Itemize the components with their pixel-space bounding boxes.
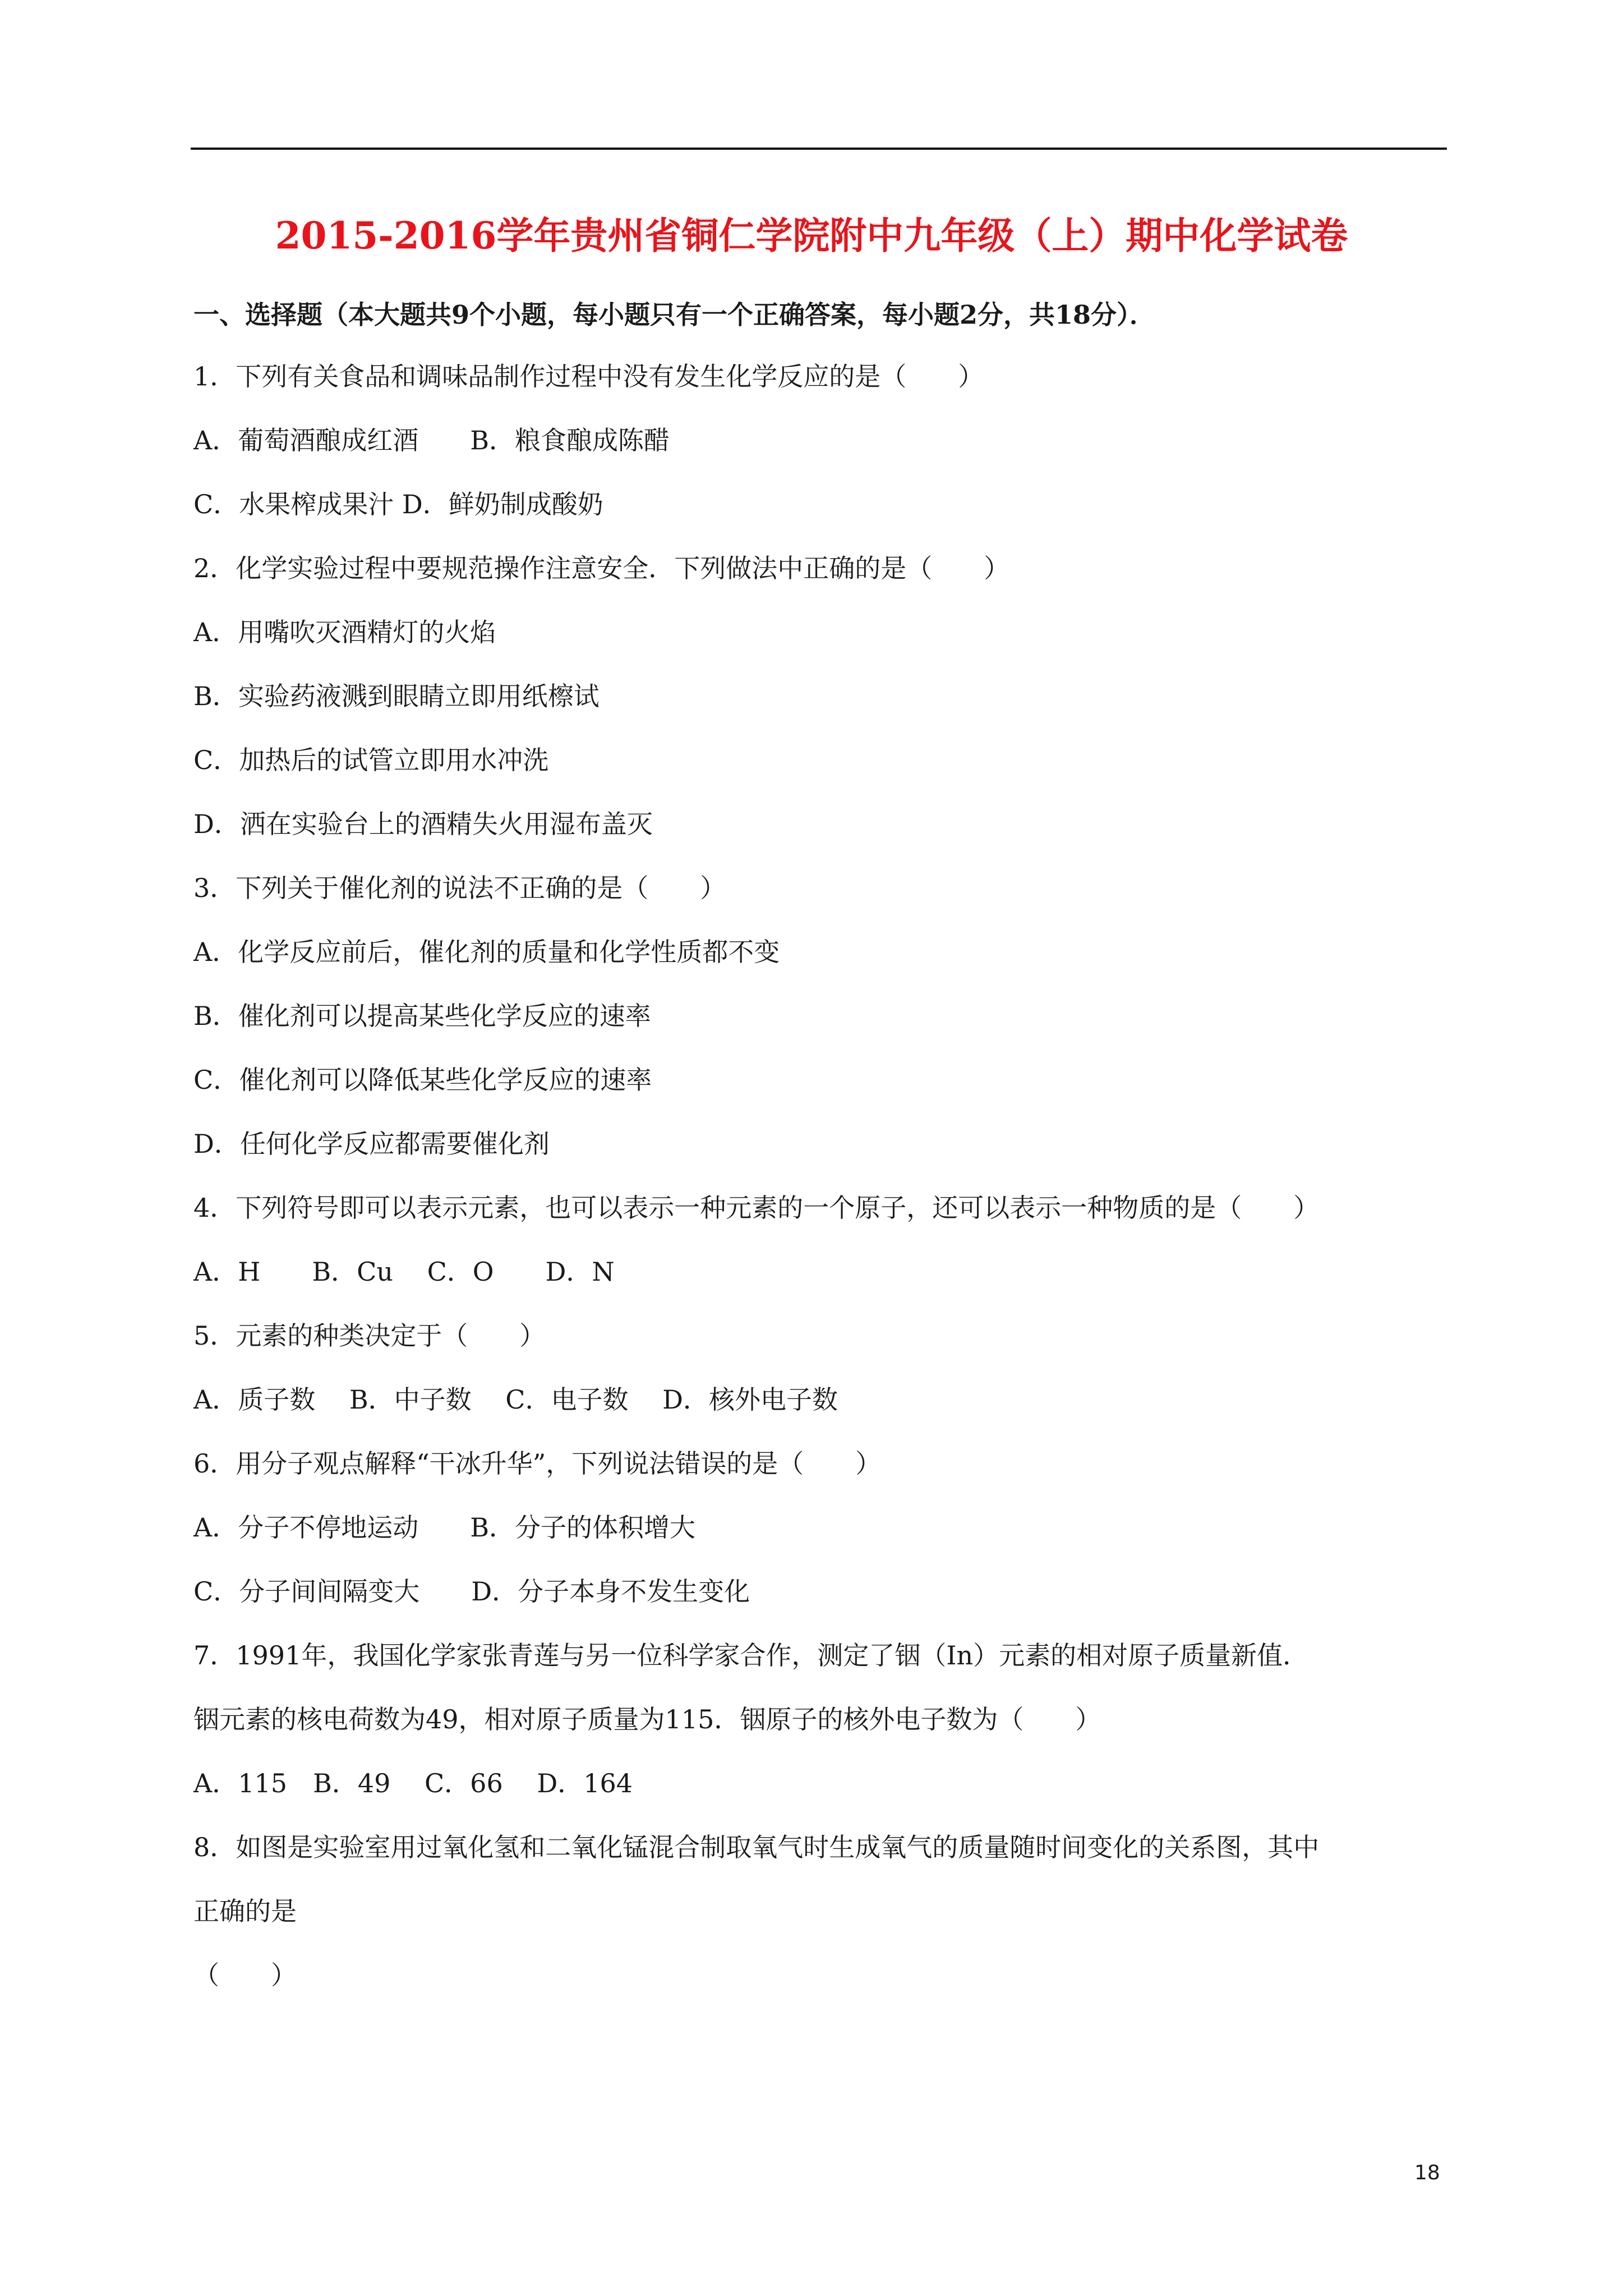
question-7-continued: 铟元素的核电荷数为49，相对原子质量为115．铟原子的核外电子数为（ ） (193, 1704, 1101, 1734)
option-line: D．洒在实验台上的酒精失火用湿布盖灭 (193, 809, 653, 839)
option-line: A．用嘴吹灭酒精灯的火焰 (193, 617, 496, 647)
question-2: 2．化学实验过程中要规范操作注意安全．下列做法中正确的是（ ） (193, 553, 1010, 583)
option-line: C．加热后的试管立即用水冲洗 (193, 745, 549, 775)
section-heading: 一、选择题（本大题共9个小题，每小题只有一个正确答案，每小题2分，共18分）． (193, 300, 1156, 330)
option-line: A．115 B．49 C．66 D．164 (193, 1768, 633, 1798)
option-line: A．分子不停地运动 B．分子的体积增大 (193, 1512, 696, 1543)
option-line: A．葡萄酒酿成红酒 B．粮食酿成陈醋 (193, 425, 670, 455)
option-line: C．分子间间隔变大 D．分子本身不发生变化 (193, 1576, 750, 1607)
question-1: 1．下列有关食品和调味品制作过程中没有发生化学反应的是（ ） (193, 361, 984, 392)
option-line: A．H B．Cu C．O D．N (193, 1257, 615, 1287)
page-number: 18 (1414, 2161, 1440, 2184)
question-7: 7．1991年，我国化学家张青莲与另一位科学家合作，测定了铟（In）元素的相对原子质量新值． (193, 1640, 1309, 1671)
question-4: 4．下列符号即可以表示元素，也可以表示一种元素的一个原子，还可以表示一种物质的是（ ） (193, 1193, 1320, 1223)
question-3: 3．下列关于催化剂的说法不正确的是（ ） (193, 873, 726, 903)
question-5: 5．元素的种类决定于（ ） (193, 1320, 546, 1351)
option-line: B．催化剂可以提高某些化学反应的速率 (193, 1001, 651, 1031)
question-6: 6．用分子观点解释“干冰升华”，下列说法错误的是（ ） (193, 1448, 882, 1479)
option-line: C．水果榨成果汁 D．鲜奶制成酸奶 (193, 489, 603, 519)
header-rule (191, 148, 1447, 150)
option-line: B．实验药液溅到眼睛立即用纸檫试 (193, 681, 600, 711)
question-8-continued: 正确的是 (193, 1896, 297, 1926)
question-8: 8．如图是实验室用过氧化氢和二氧化锰混合制取氧气时生成氧气的质量随时间变化的关系图，其中 (193, 1832, 1320, 1862)
option-line: A．质子数 B．中子数 C．电子数 D．核外电子数 (193, 1384, 838, 1415)
answer-blank: （ ） (193, 1960, 297, 1990)
option-line: C．催化剂可以降低某些化学反应的速率 (193, 1065, 652, 1095)
exam-title: 2015-2016学年贵州省铜仁学院附中九年级（上）期中化学试卷 (275, 214, 1348, 257)
option-line: A．化学反应前后，催化剂的质量和化学性质都不变 (193, 937, 780, 967)
option-line: D．任何化学反应都需要催化剂 (193, 1129, 550, 1159)
